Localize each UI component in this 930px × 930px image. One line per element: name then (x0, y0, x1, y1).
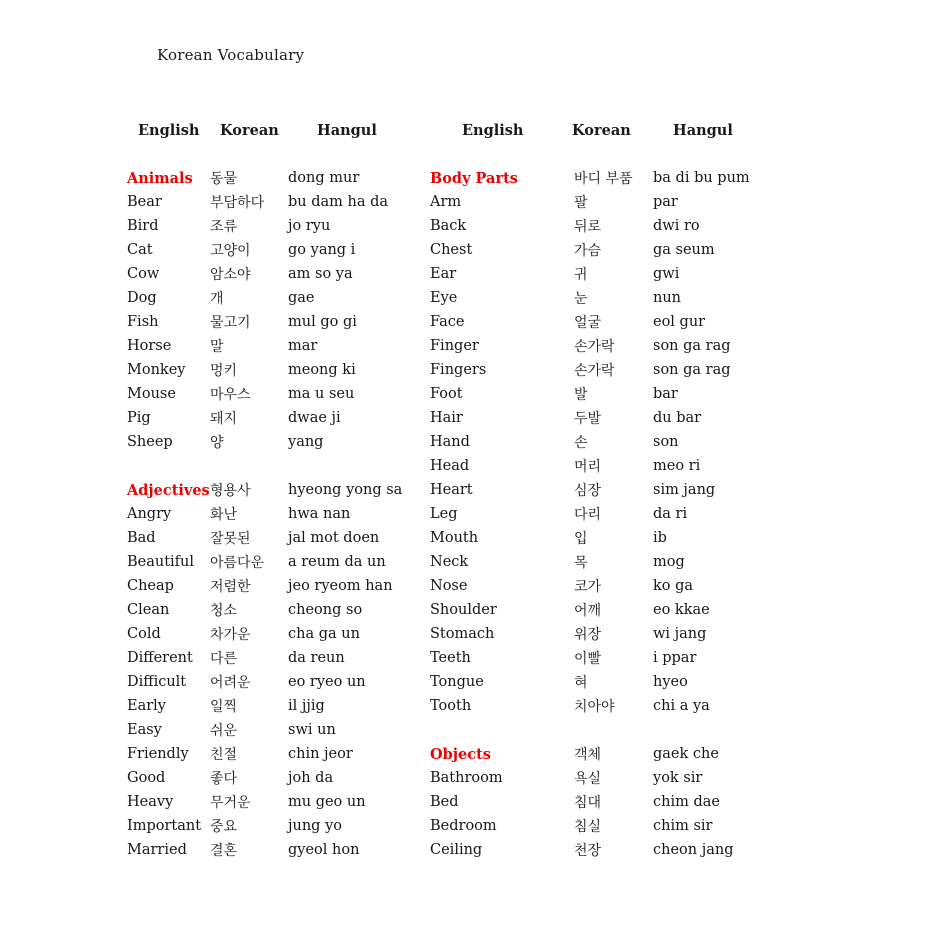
column-header-korean-right: Korean (572, 122, 631, 139)
hangul-cell: gae (288, 290, 315, 306)
section-header-row (127, 478, 402, 502)
vocab-row (430, 766, 750, 790)
column-header-hangul-left: Hangul (317, 122, 377, 139)
vocab-row (430, 406, 750, 430)
vocab-row (430, 358, 750, 382)
korean-cell: 잘못된 (210, 531, 251, 547)
english-cell: Adjectives (127, 481, 210, 499)
korean-cell: 바디 부품 (574, 171, 633, 187)
hangul-cell: jung yo (288, 818, 342, 834)
korean-cell: 중요 (210, 819, 238, 835)
english-cell: Ceiling (430, 842, 483, 858)
vocab-row (430, 622, 750, 646)
vocab-row (127, 622, 402, 646)
english-cell: Early (127, 698, 166, 714)
english-cell: Hand (430, 434, 470, 450)
vocab-row (127, 766, 402, 790)
english-cell: Nose (430, 578, 468, 594)
korean-cell: 말 (210, 339, 224, 355)
english-cell: Bad (127, 530, 156, 546)
korean-cell: 조류 (210, 219, 238, 235)
english-cell: Arm (430, 194, 462, 210)
korean-cell: 손가락 (574, 363, 615, 379)
english-cell: Bird (127, 218, 159, 234)
hangul-cell: am so ya (288, 266, 353, 282)
hangul-cell: yok sir (653, 770, 703, 786)
korean-cell: 코가 (574, 579, 602, 595)
english-cell: Fingers (430, 362, 487, 378)
vocab-row (430, 454, 750, 478)
vocab-row (127, 286, 402, 310)
korean-cell: 얼굴 (574, 315, 602, 331)
korean-cell: 좋다 (210, 771, 238, 787)
hangul-cell: son (653, 434, 679, 450)
english-cell: Friendly (127, 746, 189, 762)
vocab-row (430, 502, 750, 526)
hangul-cell: i ppar (653, 650, 697, 666)
hangul-cell: jeo ryeom han (288, 578, 393, 594)
english-cell: Leg (430, 506, 458, 522)
english-cell: Cat (127, 242, 153, 258)
korean-cell: 입 (574, 531, 588, 547)
hangul-cell: hyeo (653, 674, 688, 690)
vocab-row (127, 238, 402, 262)
english-cell: Clean (127, 602, 170, 618)
column-header-hangul-right: Hangul (673, 122, 733, 139)
hangul-cell: meo ri (653, 458, 701, 474)
hangul-cell: cha ga un (288, 626, 360, 642)
english-cell: Good (127, 770, 166, 786)
korean-cell: 일찍 (210, 699, 238, 715)
korean-cell: 마우스 (210, 387, 251, 403)
korean-cell: 욕실 (574, 771, 602, 787)
blank-row (127, 454, 402, 478)
hangul-cell: eol gur (653, 314, 706, 330)
hangul-cell: da ri (653, 506, 688, 522)
english-cell: Cheap (127, 578, 174, 594)
hangul-cell: par (653, 194, 678, 210)
english-cell: Back (430, 218, 467, 234)
english-cell: Horse (127, 338, 172, 354)
english-cell: Cold (127, 626, 161, 642)
english-cell: Fish (127, 314, 159, 330)
korean-cell: 손 (574, 435, 588, 451)
hangul-cell: mul go gi (288, 314, 357, 330)
vocab-row (127, 814, 402, 838)
vocab-row (430, 574, 750, 598)
korean-cell: 심장 (574, 483, 602, 499)
korean-cell: 가슴 (574, 243, 602, 259)
korean-cell: 침실 (574, 819, 602, 835)
hangul-cell: bar (653, 386, 678, 402)
korean-cell: 청소 (210, 603, 238, 619)
vocab-column-right (430, 166, 750, 862)
english-cell: Stomach (430, 626, 495, 642)
korean-cell: 귀 (574, 267, 588, 283)
korean-cell: 혀 (574, 675, 588, 691)
korean-cell: 발 (574, 387, 588, 403)
english-cell: Heavy (127, 794, 174, 810)
page-title: Korean Vocabulary (157, 46, 305, 64)
column-header-english-right: English (462, 122, 524, 139)
korean-cell: 손가락 (574, 339, 615, 355)
english-cell: Neck (430, 554, 469, 570)
hangul-cell: wi jang (653, 626, 707, 642)
vocab-row (127, 502, 402, 526)
korean-cell: 개 (210, 291, 224, 307)
hangul-cell: ba di bu pum (653, 170, 750, 186)
vocab-row (430, 382, 750, 406)
english-cell: Bear (127, 194, 162, 210)
english-cell: Mouth (430, 530, 479, 546)
vocab-row (127, 670, 402, 694)
hangul-cell: gyeol hon (288, 842, 360, 858)
korean-cell: 객체 (574, 747, 602, 763)
english-cell: Shoulder (430, 602, 497, 618)
hangul-cell: dwae ji (288, 410, 341, 426)
vocab-row (127, 694, 402, 718)
vocab-row (127, 838, 402, 862)
hangul-cell: son ga rag (653, 362, 731, 378)
hangul-cell: swi un (288, 722, 336, 738)
english-cell: Mouse (127, 386, 176, 402)
vocab-row (430, 430, 750, 454)
hangul-cell: hwa nan (288, 506, 351, 522)
english-cell: Heart (430, 482, 473, 498)
hangul-cell: joh da (288, 770, 334, 786)
english-cell: Ear (430, 266, 457, 282)
vocab-row (430, 550, 750, 574)
hangul-cell: go yang i (288, 242, 356, 258)
vocab-row (127, 406, 402, 430)
korean-cell: 침대 (574, 795, 602, 811)
korean-cell: 암소야 (210, 267, 251, 283)
hangul-cell: yang (288, 434, 324, 450)
english-cell: Beautiful (127, 554, 195, 570)
english-cell: Face (430, 314, 465, 330)
korean-cell: 멍키 (210, 363, 238, 379)
vocab-row (127, 214, 402, 238)
section-header-row (430, 166, 750, 190)
english-cell: Head (430, 458, 470, 474)
vocab-row (127, 310, 402, 334)
english-cell: Foot (430, 386, 463, 402)
hangul-cell: ma u seu (288, 386, 355, 402)
korean-cell: 무거운 (210, 795, 251, 811)
vocab-row (127, 262, 402, 286)
vocab-row (430, 262, 750, 286)
hangul-cell: du bar (653, 410, 702, 426)
hangul-cell: bu dam ha da (288, 194, 389, 210)
hangul-cell: cheon jang (653, 842, 734, 858)
korean-cell: 동물 (210, 171, 238, 187)
english-cell: Bedroom (430, 818, 497, 834)
korean-cell: 천장 (574, 843, 602, 859)
korean-cell: 양 (210, 435, 224, 451)
english-cell: Easy (127, 722, 162, 738)
hangul-cell: chin jeor (288, 746, 353, 762)
vocab-row (430, 694, 750, 718)
korean-cell: 두발 (574, 411, 602, 427)
hangul-cell: eo kkae (653, 602, 710, 618)
english-cell: Different (127, 650, 193, 666)
hangul-cell: mu geo un (288, 794, 366, 810)
korean-cell: 어깨 (574, 603, 602, 619)
hangul-cell: son ga rag (653, 338, 731, 354)
vocab-row (127, 646, 402, 670)
korean-cell: 결혼 (210, 843, 238, 859)
hangul-cell: cheong so (288, 602, 363, 618)
english-cell: Angry (127, 506, 172, 522)
vocab-row (127, 430, 402, 454)
korean-cell: 팔 (574, 195, 588, 211)
english-cell: Objects (430, 745, 491, 763)
english-cell: Bathroom (430, 770, 503, 786)
vocab-row (127, 334, 402, 358)
vocab-row (127, 742, 402, 766)
korean-cell: 위장 (574, 627, 602, 643)
hangul-cell: chi a ya (653, 698, 710, 714)
hangul-cell: sim jang (653, 482, 716, 498)
hangul-cell: hyeong yong sa (288, 482, 403, 498)
column-header-korean-left: Korean (220, 122, 279, 139)
korean-cell: 머리 (574, 459, 602, 475)
english-cell: Animals (127, 169, 193, 187)
english-cell: Difficult (127, 674, 187, 690)
vocab-column-left (127, 166, 402, 862)
hangul-cell: jo ryu (288, 218, 331, 234)
hangul-cell: a reum da un (288, 554, 386, 570)
hangul-cell: nun (653, 290, 682, 306)
hangul-cell: jal mot doen (288, 530, 380, 546)
hangul-cell: eo ryeo un (288, 674, 366, 690)
vocab-row (127, 358, 402, 382)
column-header-english-left: English (138, 122, 200, 139)
vocab-row (430, 334, 750, 358)
korean-cell: 쉬운 (210, 723, 238, 739)
korean-cell: 돼지 (210, 411, 238, 427)
english-cell: Pig (127, 410, 151, 426)
english-cell: Tongue (430, 674, 484, 690)
hangul-cell: dwi ro (653, 218, 700, 234)
vocab-row (430, 286, 750, 310)
hangul-cell: da reun (288, 650, 345, 666)
korean-cell: 이빨 (574, 651, 602, 667)
english-cell: Chest (430, 242, 473, 258)
english-cell: Finger (430, 338, 479, 354)
english-cell: Important (127, 818, 202, 834)
korean-cell: 다리 (574, 507, 602, 523)
korean-cell: 저렴한 (210, 579, 251, 595)
korean-cell: 목 (574, 555, 588, 571)
english-cell: Teeth (430, 650, 471, 666)
korean-cell: 친절 (210, 747, 238, 763)
english-cell: Hair (430, 410, 463, 426)
vocab-row (127, 550, 402, 574)
korean-cell: 눈 (574, 291, 588, 307)
section-header-row (127, 166, 402, 190)
korean-cell: 어려운 (210, 675, 251, 691)
vocab-row (127, 382, 402, 406)
english-cell: Sheep (127, 434, 173, 450)
section-header-row (430, 742, 750, 766)
english-cell: Monkey (127, 362, 186, 378)
vocab-row (430, 838, 750, 862)
vocab-row (127, 790, 402, 814)
hangul-cell: dong mur (288, 170, 360, 186)
vocab-row (127, 190, 402, 214)
vocab-row (430, 214, 750, 238)
vocab-row (430, 190, 750, 214)
english-cell: Tooth (430, 698, 472, 714)
vocab-row (430, 598, 750, 622)
vocab-row (430, 814, 750, 838)
vocab-row (430, 238, 750, 262)
hangul-cell: chim dae (653, 794, 720, 810)
english-cell: Eye (430, 290, 458, 306)
english-cell: Body Parts (430, 169, 518, 187)
blank-row (430, 718, 750, 742)
hangul-cell: mog (653, 554, 685, 570)
vocab-row (430, 646, 750, 670)
korean-cell: 치아야 (574, 699, 615, 715)
hangul-cell: ko ga (653, 578, 694, 594)
korean-cell: 고양이 (210, 243, 251, 259)
vocab-row (127, 598, 402, 622)
hangul-cell: chim sir (653, 818, 713, 834)
hangul-cell: gaek che (653, 746, 719, 762)
korean-cell: 뒤로 (574, 219, 602, 235)
english-cell: Dog (127, 290, 157, 306)
english-cell: Cow (127, 266, 160, 282)
korean-cell: 형용사 (210, 483, 251, 499)
korean-cell: 물고기 (210, 315, 251, 331)
hangul-cell: gwi (653, 266, 680, 282)
korean-cell: 차가운 (210, 627, 251, 643)
vocab-row (127, 526, 402, 550)
vocab-row (127, 718, 402, 742)
vocab-row (127, 574, 402, 598)
english-cell: Bed (430, 794, 459, 810)
hangul-cell: ib (653, 530, 667, 546)
korean-cell: 다른 (210, 651, 238, 667)
vocab-row (430, 790, 750, 814)
hangul-cell: ga seum (653, 242, 715, 258)
hangul-cell: meong ki (288, 362, 356, 378)
english-cell: Married (127, 842, 187, 858)
hangul-cell: il jjig (288, 698, 325, 714)
vocab-row (430, 310, 750, 334)
vocab-row (430, 526, 750, 550)
vocab-row (430, 478, 750, 502)
korean-cell: 부담하다 (210, 195, 265, 211)
vocab-row (430, 670, 750, 694)
hangul-cell: mar (288, 338, 318, 354)
korean-cell: 아름다운 (210, 555, 265, 571)
korean-cell: 화난 (210, 507, 238, 523)
